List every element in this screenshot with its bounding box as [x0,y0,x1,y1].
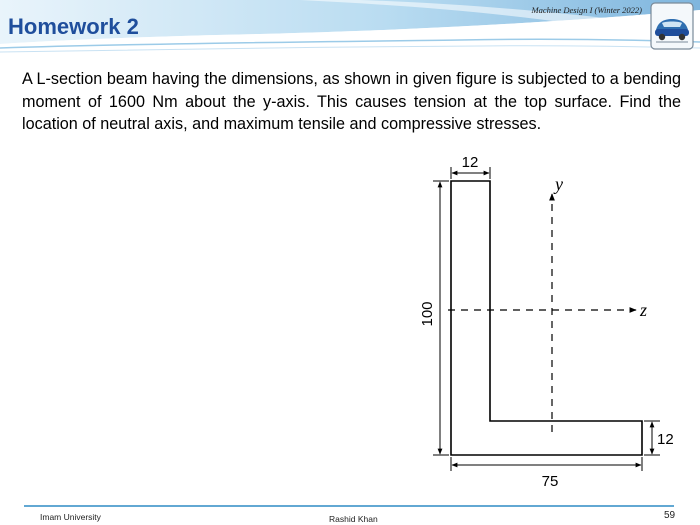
y-axis-label: y [555,174,563,194]
footer-divider [24,505,674,507]
l-section-outline [451,181,642,455]
page-number: 59 [664,510,676,521]
problem-statement: A L-section beam having the dimensions, as shown in given figure is subjected to a bending moment of 1600 Nm about the y-axis. This causes tension at the top surface. Find the location of neutral axis, and maximum tensile and compressive stresses. [22,70,681,133]
page-title: Homework 2 [8,14,139,39]
dim-height-label: 100 [419,301,436,327]
l-section-figure [400,150,690,495]
course-label: Machine Design I (Winter 2022) [531,5,642,15]
dim-width-bottom-label: 75 [541,473,559,490]
footer-institution: Imam University [40,512,101,522]
dim-thickness-bottom-label: 12 [657,431,674,448]
car-emblem-icon [650,2,694,50]
dim-width-top-label: 12 [461,154,479,171]
z-axis-label: z [640,300,648,320]
footer-author: Rashid Khan [329,514,378,524]
